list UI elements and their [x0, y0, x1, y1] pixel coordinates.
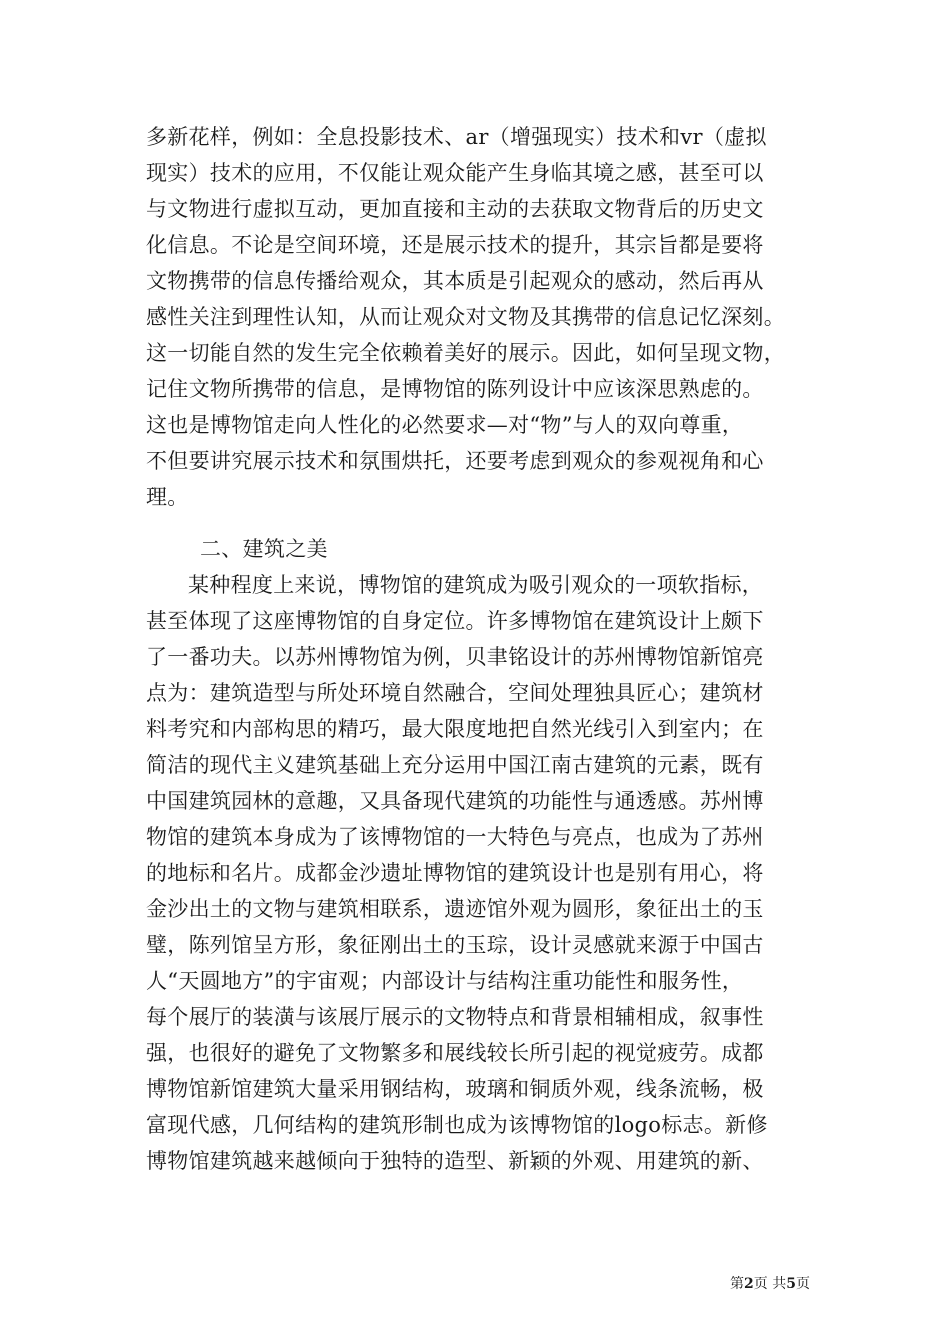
- text-line: 的地标和名片。成都金沙遗址博物馆的建筑设计也是别有用心，将: [146, 861, 764, 885]
- text-line: 物馆的建筑本身成为了该博物馆的一大特色与亮点，也成为了苏州: [146, 825, 764, 849]
- text-line: 了一番功夫。以苏州博物馆为例，贝聿铭设计的苏州博物馆新馆亮: [146, 645, 764, 669]
- footer-prefix: 第: [730, 1276, 745, 1292]
- text-line: 不但要讲究展示技术和氛围烘托，还要考虑到观众的参观视角和心: [146, 449, 764, 473]
- text-line: 点为：建筑造型与所处环境自然融合，空间处理独具匠心；建筑材: [146, 681, 764, 705]
- page-number-footer: [660, 1275, 810, 1293]
- text-line: 甚至体现了这座博物馆的自身定位。许多博物馆在建筑设计上颇下: [146, 609, 764, 633]
- text-line: 这一切能自然的发生完全依赖着美好的展示。因此，如何呈现文物，: [146, 341, 785, 365]
- text-line: 金沙出土的文物与建筑相联系，遗迹馆外观为圆形，象征出土的玉: [146, 897, 764, 921]
- text-line: 人“天圆地方”的宇宙观；内部设计与结构注重功能性和服务性，: [146, 969, 744, 993]
- text-line: 强，也很好的避免了文物繁多和展线较长所引起的视觉疲劳。成都: [146, 1041, 764, 1065]
- text-line: 璧，陈列馆呈方形，象征刚出土的玉琮，设计灵感就来源于中国古: [146, 933, 764, 957]
- text-line: 化信息。不论是空间环境，还是展示技术的提升，其宗旨都是要将: [146, 233, 764, 257]
- text-line: 中国建筑园林的意趣，又具备现代建筑的功能性与通透感。苏州博: [146, 789, 764, 813]
- footer-middle: 页 共: [753, 1276, 787, 1292]
- text-line: 博物馆建筑越来越倾向于独特的造型、新颖的外观、用建筑的新、: [146, 1149, 764, 1173]
- text-line: 博物馆新馆建筑大量采用钢结构，玻璃和铜质外观，线条流畅，极: [146, 1077, 764, 1101]
- footer-suffix: 页: [796, 1276, 810, 1292]
- total-pages-number: 5: [786, 1276, 796, 1292]
- text-line: 料考究和内部构思的精巧，最大限度地把自然光线引入到室内；在: [146, 717, 764, 741]
- text-line: 与文物进行虚拟互动，更加直接和主动的去获取文物背后的历史文: [146, 197, 764, 221]
- text-line: 简洁的现代主义建筑基础上充分运用中国江南古建筑的元素，既有: [146, 753, 764, 777]
- text-line: 多新花样，例如：全息投影技术、ar（增强现实）技术和vr（虚拟: [146, 125, 767, 149]
- text-line: 记住文物所携带的信息，是博物馆的陈列设计中应该深思熟虑的。: [146, 377, 764, 401]
- text-line: 富现代感，几何结构的建筑形制也成为该博物馆的logo标志。新修: [146, 1113, 768, 1137]
- text-line: 理。: [146, 485, 189, 509]
- text-line: 文物携带的信息传播给观众，其本质是引起观众的感动，然后再从: [146, 269, 764, 293]
- text-line: 每个展厅的装潢与该展厅展示的文物特点和背景相辅相成，叙事性: [146, 1005, 764, 1029]
- text-line: 感性关注到理性认知，从而让观众对文物及其携带的信息记忆深刻。: [146, 305, 785, 329]
- section-heading: 二、建筑之美: [200, 537, 328, 561]
- current-page-number: 2: [744, 1276, 754, 1292]
- text-line: 现实）技术的应用，不仅能让观众能产生身临其境之感，甚至可以: [146, 161, 764, 185]
- paragraph-first-line: 某种程度上来说，博物馆的建筑成为吸引观众的一项软指标，: [188, 573, 764, 597]
- text-line: 这也是博物馆走向人性化的必然要求—对“物”与人的双向尊重，: [146, 413, 744, 437]
